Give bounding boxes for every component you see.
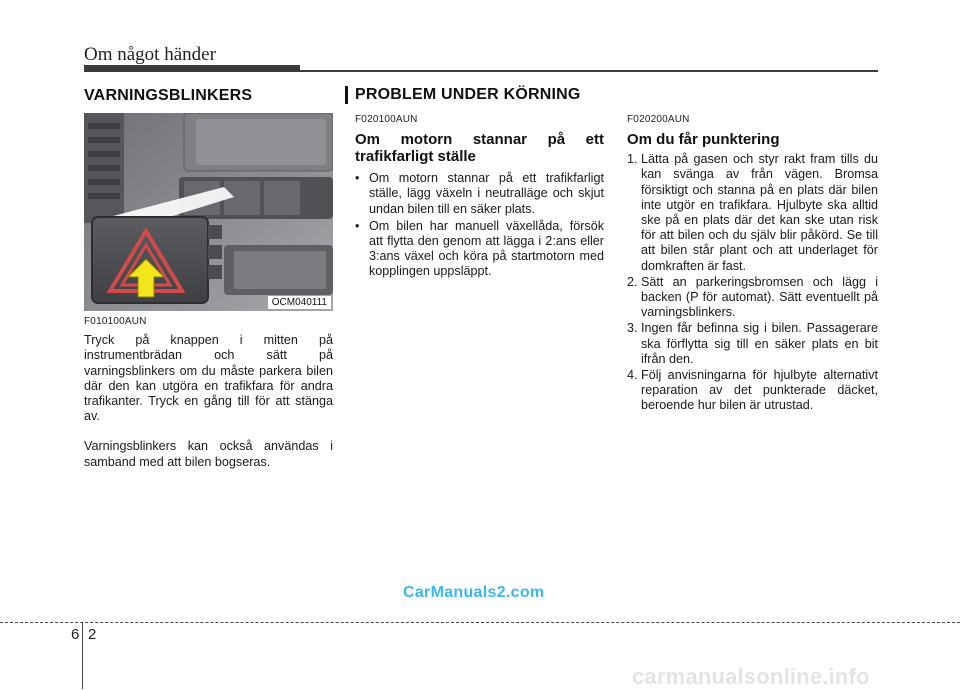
subsection-title-engine-stall: Om motorn stannar på ett trafikfarligt ställe xyxy=(355,131,604,166)
header-rule-thick xyxy=(84,65,300,72)
list-item: 3. Ingen får befinna sig i bilen. Passagerare ska förflytta sig till en säker plats en bit ifrån den. xyxy=(627,321,878,366)
hazard-towing-note: Varningsblinkers kan också användas i samband med att bilen bogseras. xyxy=(84,439,333,469)
section-marker-bar xyxy=(345,86,348,104)
list-item: 4. Följ anvisningarna för hjulbyte alternativt reparation av det punkterade däcket, beroende hur bilen är utrustad. xyxy=(627,368,878,413)
hazard-button-figure xyxy=(84,113,333,311)
page-number-divider xyxy=(82,622,83,689)
document-code: F020200AUN xyxy=(627,114,690,125)
figure-caption: OCM040111 xyxy=(268,296,331,309)
left-column xyxy=(84,314,333,470)
dashboard-illustration xyxy=(84,113,333,311)
header-rule-thin xyxy=(300,70,878,72)
watermark-link[interactable]: CarManuals2.com xyxy=(403,584,545,601)
flat-tyre-steps xyxy=(627,152,878,413)
section-heading-hazard-lights: VARNINGSBLINKERS xyxy=(84,87,253,104)
page-number-chapter: 6 xyxy=(71,626,80,643)
list-item: • Om bilen har manuell växellåda, försök att flytta den genom att lägga i 2:ans eller 3:ans växel och köra på startmotorn med kopplingen uppsläppt. xyxy=(355,219,604,280)
section-heading-problems-while-driving: PROBLEM UNDER KÖRNING xyxy=(355,86,581,103)
middle-column xyxy=(355,112,604,282)
hazard-instructions: Tryck på knappen i mitten på instrumentbrädan och sätt på varningsblinkers om du måste parkera bilen där den kan utgöra en trafikfara för andra trafikanter. Tryck en gång till för att stänga av. xyxy=(84,333,333,424)
list-item: 1. Lätta på gasen och styr rakt fram tills du kan svänga av från vägen. Bromsa försiktigt och stanna på en plats där bilen inte utgör en trafikfara. Hjulbyte ska alltid ske på en plats där det kan ske utan risk för att bilen och du själv blir påkörd. Se till att bilen står plant och att underlaget för domkraften är fast. xyxy=(627,152,878,273)
subsection-title-flat-tyre: Om du får punktering xyxy=(627,131,780,149)
right-column xyxy=(627,112,878,415)
chapter-title: Om något händer xyxy=(84,44,216,65)
engine-stall-list xyxy=(355,171,604,279)
footer-rule xyxy=(0,622,960,623)
document-code: F010100AUN xyxy=(84,316,147,327)
document-code: F020100AUN xyxy=(355,114,418,125)
page-number-page: 2 xyxy=(88,626,97,643)
list-item: • Om motorn stannar på ett trafikfarligt ställe, lägg växeln i neutralläge och skjut undan bilen till en säker plats. xyxy=(355,171,604,217)
list-item: 2. Sätt an parkeringsbromsen och lägg i backen (P för automat). Sätt eventuellt på varningsblinkers. xyxy=(627,274,878,320)
watermark-text: carmanualsonline.info xyxy=(632,664,870,689)
